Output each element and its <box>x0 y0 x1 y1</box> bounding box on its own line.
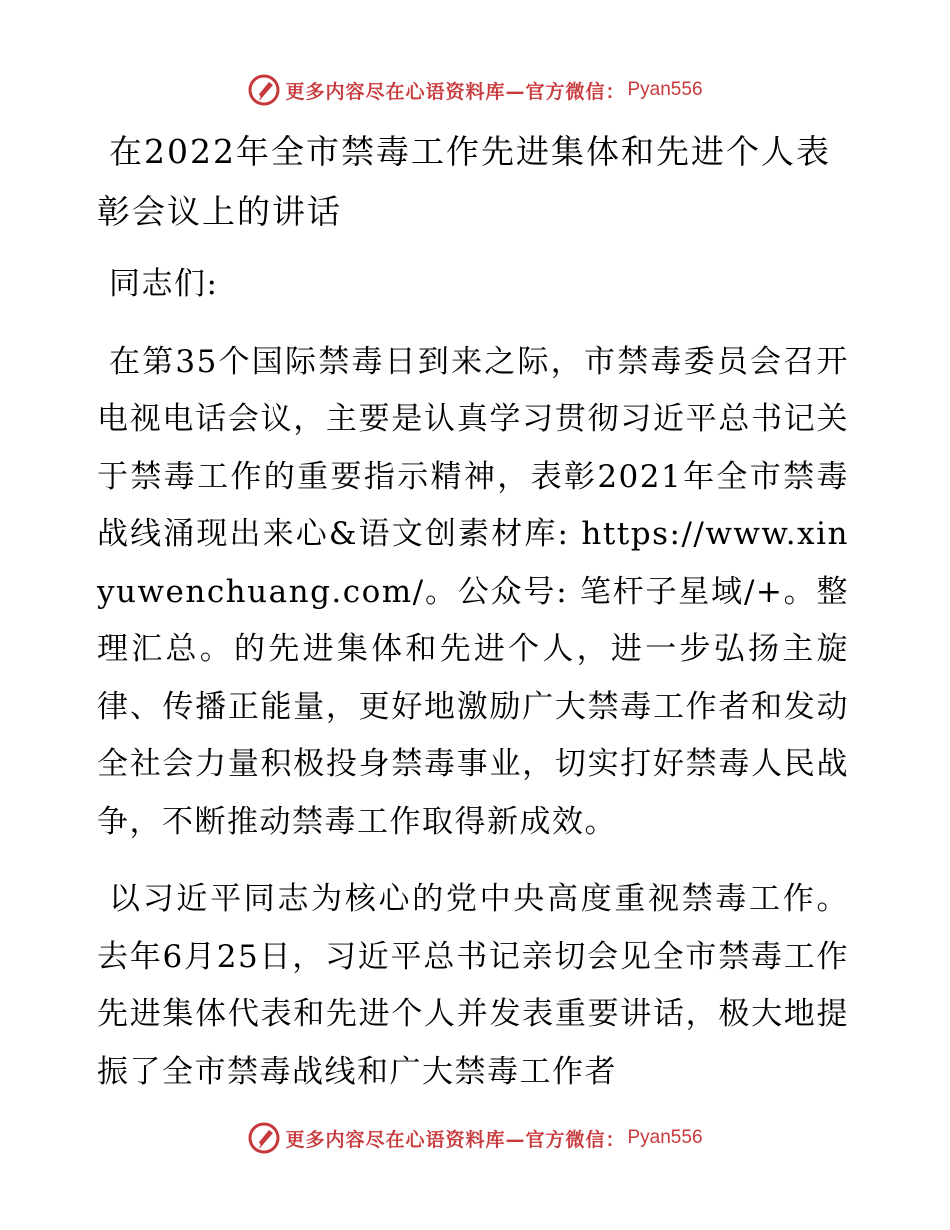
watermark-text: 更多内容尽在心语资料库—官方微信： <box>285 1128 626 1151</box>
watermark-footer <box>0 1118 950 1158</box>
watermark-wechat-id: Pyan556 <box>627 79 703 100</box>
document-body <box>97 122 849 1101</box>
paragraph: 以习近平同志为核心的党中央高度重视禁毒工作。去年6月25日，习近平总书记亲切会见全市禁毒工作先进集体代表和先进个人并发表重要讲话，极大地提振了全市禁毒战线和广大禁毒工作者 <box>97 881 849 1090</box>
greeting: 同志们: <box>109 266 219 302</box>
page-title: 在2022年全市禁毒工作先进集体和先进个人表彰会议上的讲话 <box>97 132 831 231</box>
brand-logo-icon <box>247 1121 281 1155</box>
paragraph: 在第35个国际禁毒日到来之际，市禁毒委员会召开电视电话会议，主要是认真学习贯彻习近平总书记关于禁毒工作的重要指示精神，表彰2021年全市禁毒战线涌现出来心&语文创素材库: https://www.xinyuwenchuang.com/。公众号: 笔杆子星域/+。整理汇总。的先进集体和先进个人，进一步弘扬主旋律、传播正能量，更好地激励广大禁毒工作者和发动全社会力量积极投身禁毒事业，切实打好禁毒人民战争，不断推动禁毒工作取得新成效。 <box>97 343 849 840</box>
watermark-text: 更多内容尽在心语资料库—官方微信： <box>285 80 626 103</box>
watermark-header <box>0 70 950 110</box>
brand-logo-icon <box>247 73 281 107</box>
watermark-wechat-id: Pyan556 <box>627 1127 703 1148</box>
